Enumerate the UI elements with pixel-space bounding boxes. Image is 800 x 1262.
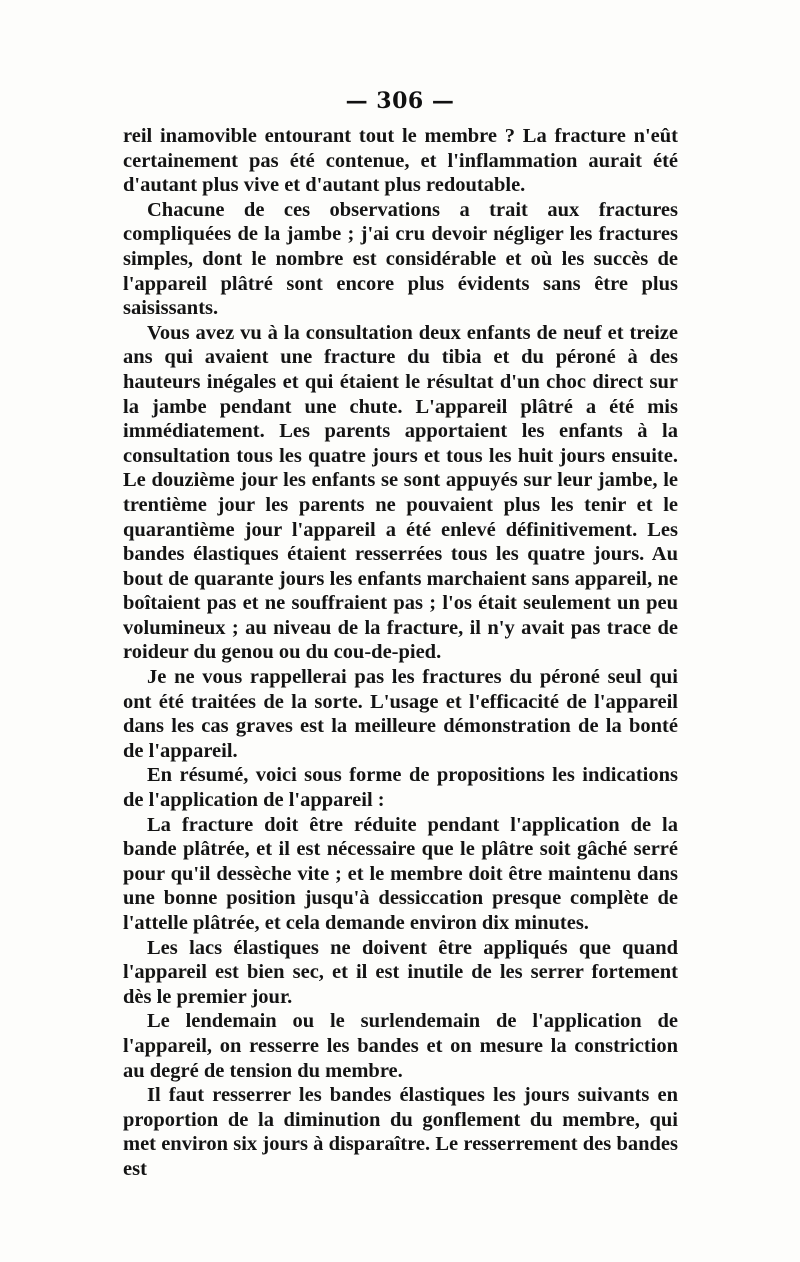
- paragraph: La fracture doit être réduite pendant l'application de la bande plâtrée, et il est nécessaire que le plâtre soit gâché serré pour qu'il dessèche vite ; et le membre doit être maintenu dans une bonne position jusqu'à dessiccation presque complète de l'attelle plâtrée, et cela demande environ dix minutes.: [123, 813, 678, 934]
- paragraph: Je ne vous rappellerai pas les fractures du péroné seul qui ont été traitées de la sorte. L'usage et l'efficacité de l'appareil dans les cas graves est la meilleure démonstration de la bonté de l'appareil.: [123, 666, 678, 762]
- paragraph: Vous avez vu à la consultation deux enfants de neuf et treize ans qui avaient une fracture du tibia et du péroné à des hauteurs inégales et qui étaient le résultat d'un choc direct sur la jambe pendant une chute. L'appareil plâtré a été mis immédiatement. Les parents apportaient les enfants à la consultation tous les quatre jours et tous les huit jours ensuite. Le douzième jour les enfants se sont appuyés sur leur jambe, le trentième jour les parents ne pouvaient plus les tenir et le quarantième jour l'appareil a été enlevé définitivement. Les bandes élastiques étaient resserrées tous les quatre jours. Au bout de quarante jours les enfants marchaient sans appareil, ne boîtaient pas et ne souffraient pas ; l'os était seulement un peu volumineux ; au niveau de la fracture, il n'y avait pas trace de roideur du genou ou du cou-de-pied.: [123, 321, 678, 664]
- body-text: [123, 124, 678, 1182]
- paragraph: Il faut resserrer les bandes élastiques les jours suivants en proportion de la diminution du gonflement du membre, qui met environ six jours à disparaître. Le resserrement des bandes est: [123, 1084, 678, 1180]
- paragraph: Les lacs élastiques ne doivent être appliqués que quand l'appareil est bien sec, et il est inutile de les serrer fortement dès le premier jour.: [123, 936, 678, 1008]
- paragraph: Le lendemain ou le surlendemain de l'application de l'appareil, on resserre les bandes et on mesure la constriction au degré de tension du membre.: [123, 1010, 678, 1082]
- paragraph: En résumé, voici sous forme de propositions les indications de l'application de l'appareil :: [123, 764, 678, 812]
- paragraph: Chacune de ces observations a trait aux fractures compliquées de la jambe ; j'ai cru devoir négliger les fractures simples, dont le nombre est considérable et où les succès de l'appareil plâtré sont encore plus évidents sans être plus saisissants.: [123, 198, 678, 320]
- page-number-header: — 306 —: [345, 88, 455, 114]
- paragraph-continued: reil inamovible entourant tout le membre ? La fracture n'eût certainement pas été contenue, et l'inflammation aurait été d'autant plus vive et d'autant plus redoutable.: [123, 125, 678, 197]
